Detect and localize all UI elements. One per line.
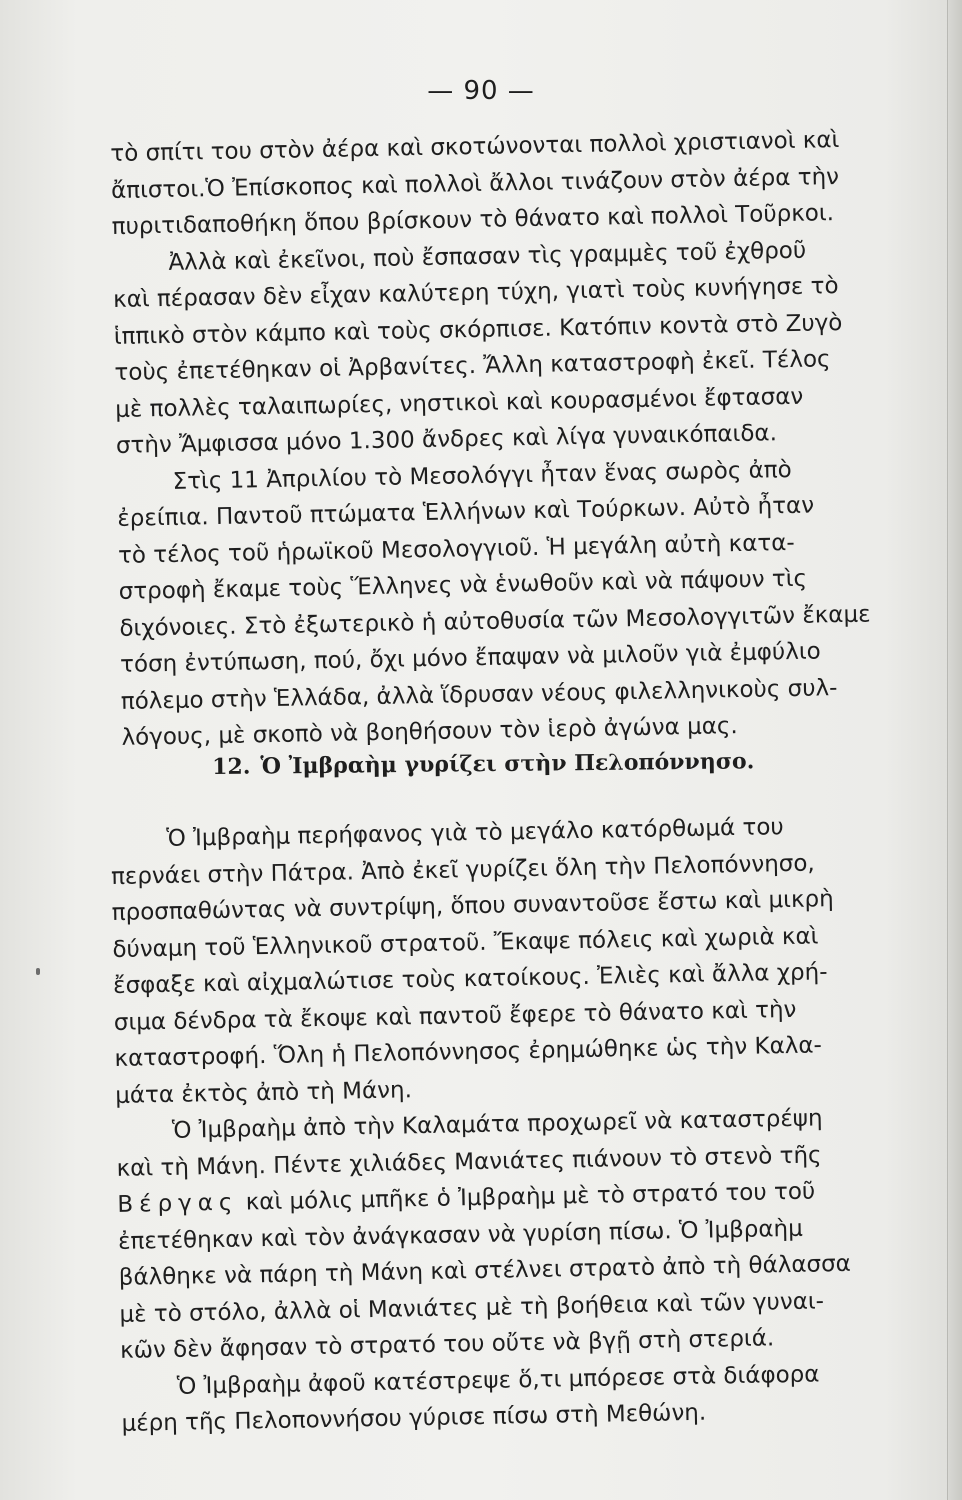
text-line: λόγους, μὲ σκοπὸ νὰ βοηθήσουν τὸν ἱερὸ ἀγώνα μας. [121,713,738,751]
text-line: καὶ πέρασαν δὲν εἶχαν καλύτερη τύχη, γιατὶ τοὺς κυνήγησε τὸ [112,273,839,313]
text-line: καταστροφή. Ὅλη ἡ Πελοπόννησος ἐρημώθηκε ὡς τὴν Καλα- [114,1032,823,1072]
margin-mark [36,968,40,975]
text-line: καὶ τὴ Μάνη. Πέντε χιλιάδες Μανιάτες πιάνουν τὸ στενὸ τῆς [116,1141,822,1182]
paragraph-block-2 [110,806,942,1442]
text-line: ἔσφαξε καὶ αἰχμαλώτισε τοὺς κατοίκους. Ἐλιὲς καὶ ἄλλα χρή- [112,959,828,999]
section-number: 12. [212,753,251,780]
text-line: τὸ σπίτι του στὸν ἀέρα καὶ σκοτώνονται πολλοὶ χριστιανοὶ καὶ [110,127,840,167]
page-edge [947,0,962,1500]
text-line: τοὺς ἐπετέθηκαν οἱ Ἀρβανίτες. Ἄλλη καταστροφὴ ἐκεῖ. Τέλος [114,346,831,386]
text-line: μὲ τὸ στόλο, ἀλλὰ οἱ Μανιάτες μὲ τὴ βοήθεια καὶ τῶν γυναι- [119,1287,825,1328]
text-line: βάλθηκε νὰ πάρη τὴ Μάνη καὶ στέλνει στρατὸ ἀπὸ τὴ θάλασσα [118,1250,852,1291]
text-line: Ὁ Ἰμβραὴμ ἀφοῦ κατέστρεψε ὅ,τι μπόρεσε στὰ διάφορα [176,1360,820,1400]
text-line: περνάει στὴν Πάτρα. Ἀπὸ ἐκεῖ γυρίζει ὅλη τὴν Πελοπόννησο, [110,849,815,890]
text-line: προσπαθώντας νὰ συντρίψη, ὅπου συναντοῦσε ἔστω καὶ μικρὴ [111,886,834,926]
text-line: Βέργας καὶ μόλις μπῆκε ὁ Ἰμβραὴμ μὲ τὸ στρατό του τοῦ [117,1178,816,1218]
text-line: ἐπετέθηκαν καὶ τὸν ἀνάγκασαν νὰ γυρίση πίσω. Ὁ Ἰμβραὴμ [117,1215,803,1255]
text-line: Ὁ Ἰμβραὴμ περήφανος γιὰ τὸ μεγάλο κατόρθωμά του [166,814,784,852]
text-line: μέρη τῆς Πελοποννήσου γύρισε πίσω στὴ Μεθώνη. [121,1399,707,1437]
text-line: ἱππικὸ στὸν κάμπο καὶ τοὺς σκόρπισε. Κατόπιν κοντὰ στὸ Ζυγὸ [113,309,843,350]
text-line: μὲ πολλὲς ταλαιπωρίες, νηστικοὶ καὶ κουρασμένοι ἔφτασαν [115,383,804,423]
text-line: ἐρείπια. Παντοῦ πτώματα Ἑλλήνων καὶ Τούρκων. Αὐτὸ ἦταν [117,492,815,532]
section-heading [212,748,754,780]
text-line: Ἀλλὰ καὶ ἐκεῖνοι, ποὺ ἔσπασαν τὶς γραμμὲς τοῦ ἐχθροῦ [168,237,807,276]
text-line: τὸ τέλος τοῦ ἡρωϊκοῦ Μεσολογγιοῦ. Ἡ μεγάλη αὐτὴ κατα- [117,529,795,569]
page-number: — 90 — [427,76,535,106]
text-line: πόλεμο στὴν Ἑλλάδα, ἀλλὰ ἵδρυσαν νέους φιλελληνικοὺς συλ- [120,674,838,715]
text-line: ἄπιστοι.Ὁ Ἐπίσκοπος καὶ πολλοὶ ἄλλοι τινάζουν στὸν ἀέρα τὴν [110,163,840,204]
section-title: Ὁ Ἰμβραὴμ γυρίζει στὴν Πελοπόννησο. [260,748,755,780]
spaced-word: Βέργας [117,1189,239,1218]
text-line: σιμα δένδρα τὰ ἔκοψε καὶ παντοῦ ἔφερε τὸ θάνατο καὶ τὴν [113,996,797,1036]
paragraph-block-1 [110,120,942,756]
text-line: Ὁ Ἰμβραὴμ ἀπὸ τὴν Καλαμάτα προχωρεῖ νὰ καταστρέψη [171,1105,823,1144]
text-line: διχόνοιες. Στὸ ἐξωτερικὸ ἡ αὐτοθυσία τῶν Μεσολογγιτῶν ἔκαμε [119,600,871,642]
text-line: Στὶς 11 Ἀπριλίου τὸ Μεσολόγγι ἦταν ἕνας σωρὸς ἀπὸ [172,456,792,495]
text-line: πυριτιδαποθήκη ὅπου βρίσκουν τὸ θάνατο καὶ πολλοὶ Τοῦρκοι. [111,200,835,240]
text-line: δύναμη τοῦ Ἑλληνικοῦ στρατοῦ. Ἔκαψε πόλεις καὶ χωριὰ καὶ [112,922,819,963]
text-line: μάτα ἐκτὸς ἀπὸ τὴ Μάνη. [115,1076,413,1109]
text-line: στροφὴ ἔκαμε τοὺς Ἕλληνες νὰ ἑνωθοῦν καὶ νὰ πάψουν τὶς [118,565,808,605]
text-line: τόση ἐντύπωση, πού, ὄχι μόνο ἔπαψαν νὰ μιλοῦν γιὰ ἐμφύλιο [119,638,821,678]
text-line: στὴν Ἄμφισσα μόνο 1.300 ἄνδρες καὶ λίγα γυναικόπαιδα. [115,420,778,459]
text-line: κῶν δὲν ἄφησαν τὸ στρατό του οὔτε νὰ βγῇ στὴ στεριά. [119,1325,775,1364]
